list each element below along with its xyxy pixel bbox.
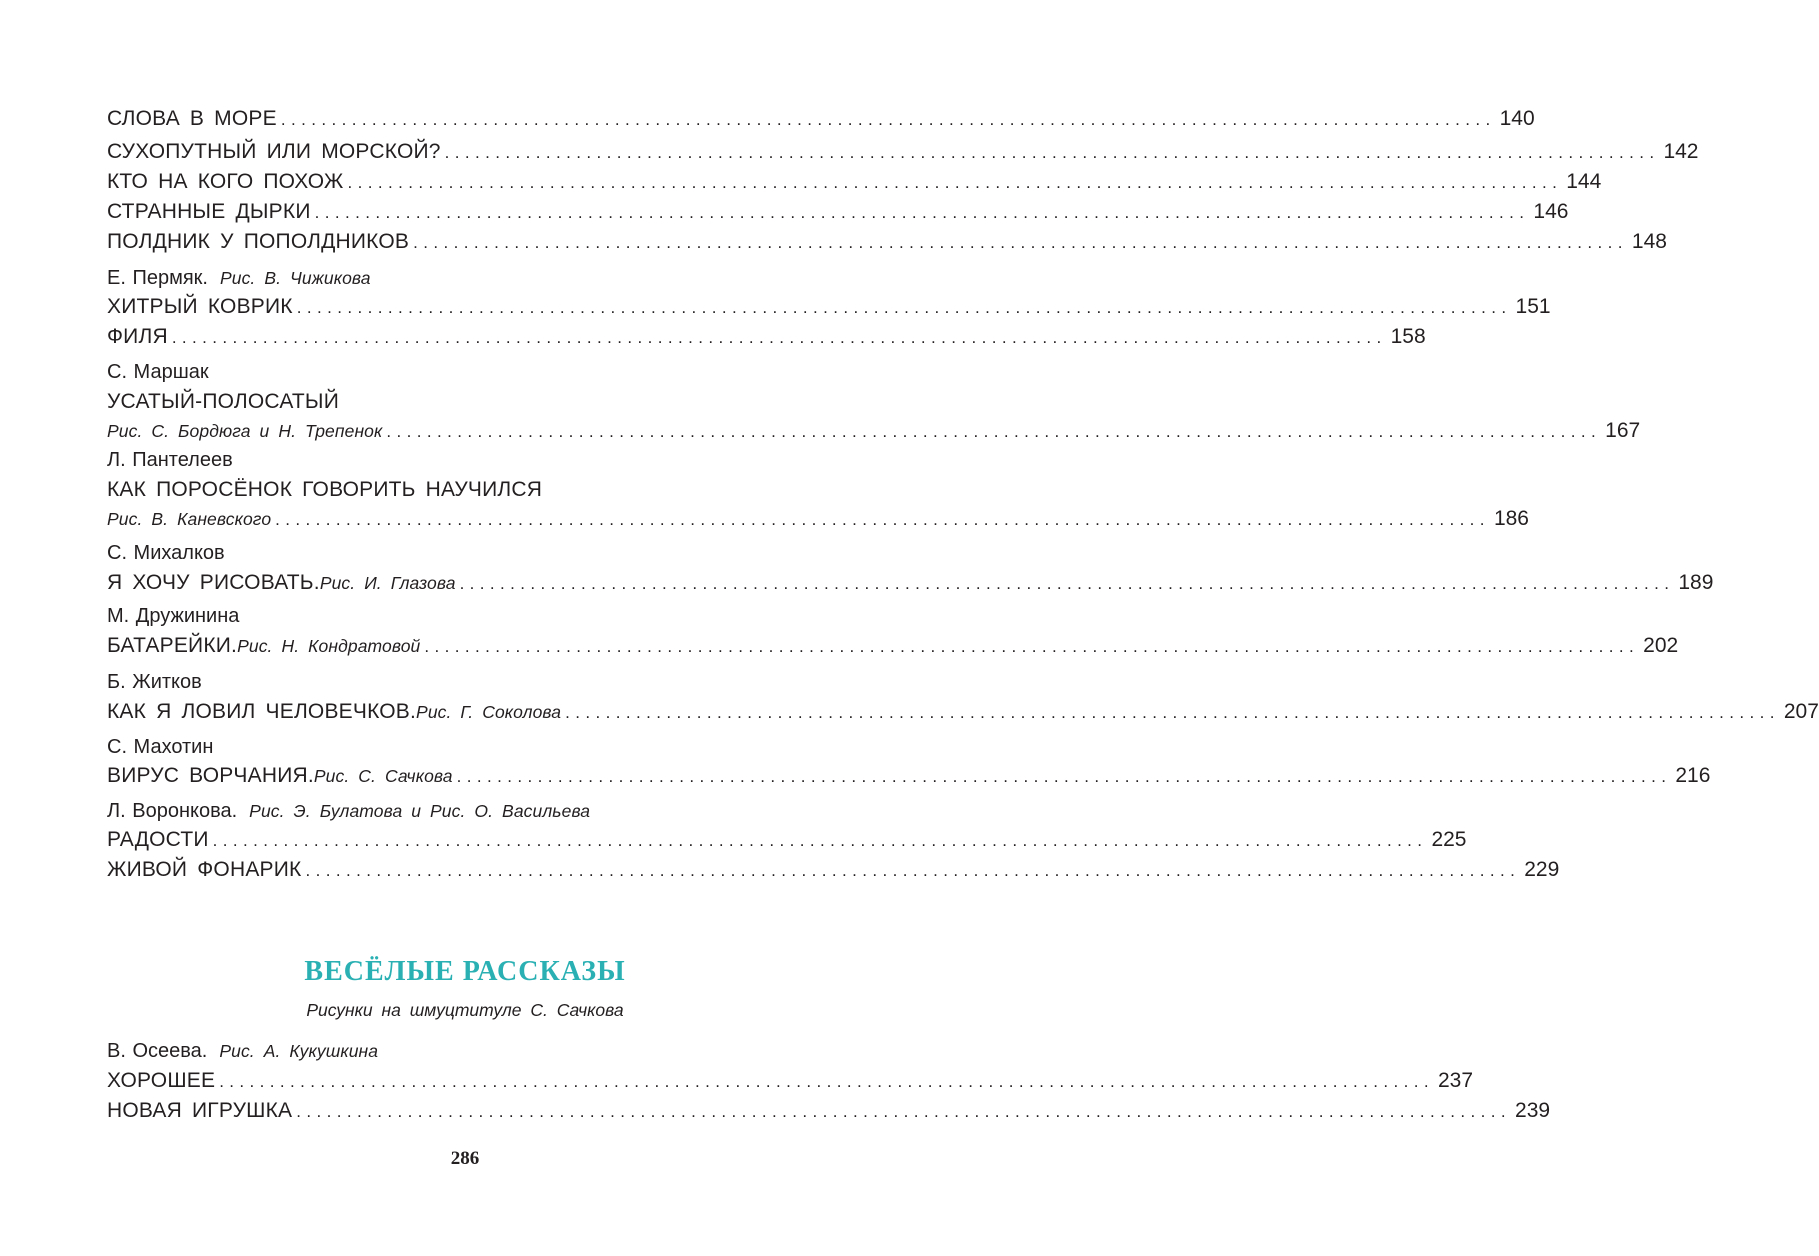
toc-entry (107, 504, 1529, 534)
story-title: ПОЛДНИК У ПОПОЛДНИКОВ (107, 230, 410, 253)
author-name: Е. Пермяк. (107, 267, 208, 289)
author-line (107, 1036, 849, 1066)
toc-entry (107, 137, 1699, 167)
story-title: СЛОВА В МОРЕ (107, 107, 277, 130)
page-ref: 207 (1783, 700, 1819, 723)
dot-leader: ........................................................................................................................ (413, 233, 1628, 252)
page-ref: 216 (1675, 764, 1711, 787)
page-ref: 186 (1493, 507, 1529, 530)
story-title: СТРАННЫЕ ДЫРКИ (107, 200, 311, 223)
author-line (107, 263, 849, 293)
dot-leader: ........................................................................................................................ (275, 510, 1490, 529)
toc-entry (107, 1096, 1551, 1126)
author-name: Л. Пантелеев (107, 449, 233, 471)
dot-leader: ........................................................................................................................ (347, 173, 1563, 192)
page-ref: 140 (1499, 107, 1535, 130)
toc-entry (107, 416, 1641, 446)
story-title: ХИТРЫЙ КОВРИК (107, 295, 293, 318)
toc-entry (107, 855, 1560, 885)
author-line (107, 445, 849, 475)
page-ref: 202 (1643, 634, 1679, 657)
story-title: ХОРОШЕЕ (107, 1069, 216, 1092)
toc-entry (107, 292, 1551, 322)
page-ref: 158 (1390, 325, 1426, 348)
page-ref: 239 (1515, 1099, 1551, 1122)
illustrator-credit: Рис. А. Кукушкина (219, 1041, 379, 1061)
toc-entry (107, 631, 1679, 661)
dot-leader: ........................................................................................................................ (444, 143, 1660, 162)
page-ref: 148 (1631, 230, 1667, 253)
dot-leader: ........................................................................................................................ (459, 574, 1675, 593)
author-name: С. Махотин (107, 736, 214, 758)
page-ref: 167 (1605, 419, 1641, 442)
page-ref: 144 (1566, 170, 1602, 193)
author-line (107, 538, 849, 568)
page-ref: 146 (1533, 200, 1569, 223)
story-title: УСАТЫЙ-ПОЛОСАТЫЙ (107, 390, 340, 413)
illustrator-credit: Рис. В. Чижикова (219, 268, 371, 288)
dot-leader: ........................................................................................................................ (296, 1102, 1512, 1121)
story-title-line (107, 475, 849, 505)
page-ref: 189 (1678, 571, 1714, 594)
story-title: ВИРУС ВОРЧАНИЯ. (107, 764, 314, 787)
story-title-line (107, 387, 849, 417)
author-name: Л. Воронкова. (107, 800, 238, 822)
page-ref: 229 (1524, 858, 1560, 881)
dot-leader: ........................................................................................................................ (565, 703, 1780, 722)
toc-entry (107, 197, 1569, 227)
dot-leader: ........................................................................................................................ (280, 110, 1496, 129)
author-line (107, 357, 849, 387)
dot-leader: ........................................................................................................................ (456, 767, 1672, 786)
story-title: Я ХОЧУ РИСОВАТЬ. (107, 571, 320, 594)
author-name: В. Осеева. (107, 1040, 208, 1062)
author-line (107, 732, 849, 762)
dot-leader: ........................................................................................................................ (386, 422, 1602, 441)
illustrator-credit: Рис. В. Каневского (107, 509, 272, 529)
toc-entry (107, 322, 1426, 352)
story-title: РАДОСТИ (107, 828, 209, 851)
author-line (107, 601, 849, 631)
dot-leader: ........................................................................................................................ (424, 637, 1640, 656)
story-title: БАТАРЕЙКИ. (107, 634, 238, 657)
author-name: С. Михалков (107, 542, 225, 564)
story-title: СУХОПУТНЫЙ ИЛИ МОРСКОЙ? (107, 140, 441, 163)
illustrator-credit: Рис. С. Сачкова (313, 766, 453, 786)
dot-leader: ........................................................................................................................ (171, 328, 1387, 347)
story-title: КАК ПОРОСЁНОК ГОВОРИТЬ НАУЧИЛСЯ (107, 478, 543, 501)
illustrator-credit: Рис. И. Глазова (319, 573, 456, 593)
story-title: КАК Я ЛОВИЛ ЧЕЛОВЕЧКОВ. (107, 700, 417, 723)
section-subtitle: Рисунки на шмуцтитуле С. Сачкова (306, 1000, 624, 1020)
page-number: 286 (450, 1148, 480, 1169)
toc-entry (107, 761, 1711, 791)
dot-leader: ........................................................................................................................ (219, 1072, 1434, 1091)
story-title: НОВАЯ ИГРУШКА (107, 1099, 293, 1122)
author-line (107, 667, 849, 697)
author-line (107, 796, 849, 826)
story-title: ФИЛЯ (107, 325, 168, 348)
page-ref: 237 (1437, 1069, 1474, 1092)
toc-entry (107, 1066, 1474, 1096)
toc-entry (107, 167, 1602, 197)
author-name: Б. Житков (107, 671, 202, 693)
illustrator-credit: Рис. Г. Соколова (416, 702, 562, 722)
section-title: ВЕСЁЛЫЕ РАССКАЗЫ (304, 956, 626, 987)
illustrator-credit: Рис. С. Бордюга и Н. Трепенок (107, 421, 383, 441)
page-ref: 142 (1663, 140, 1699, 163)
toc-entry (107, 568, 1714, 598)
author-name: С. Маршак (107, 361, 209, 383)
toc-entry (107, 227, 1667, 257)
story-title: КТО НА КОГО ПОХОЖ (107, 170, 344, 193)
page-ref: 151 (1515, 295, 1551, 318)
toc-entry (107, 697, 1819, 727)
dot-leader: ........................................................................................................................ (296, 298, 1512, 317)
page-ref: 225 (1431, 828, 1467, 851)
toc-entry (107, 104, 1535, 134)
toc-entry (107, 825, 1467, 855)
illustrator-credit: Рис. Э. Булатова и Рис. О. Васильева (249, 801, 591, 821)
dot-leader: ........................................................................................................................ (314, 203, 1530, 222)
dot-leader: ........................................................................................................................ (212, 831, 1428, 850)
author-name: М. Дружинина (107, 605, 240, 627)
dot-leader: ........................................................................................................................ (305, 861, 1521, 880)
illustrator-credit: Рис. Н. Кондратовой (237, 636, 421, 656)
story-title: ЖИВОЙ ФОНАРИК (107, 858, 302, 881)
